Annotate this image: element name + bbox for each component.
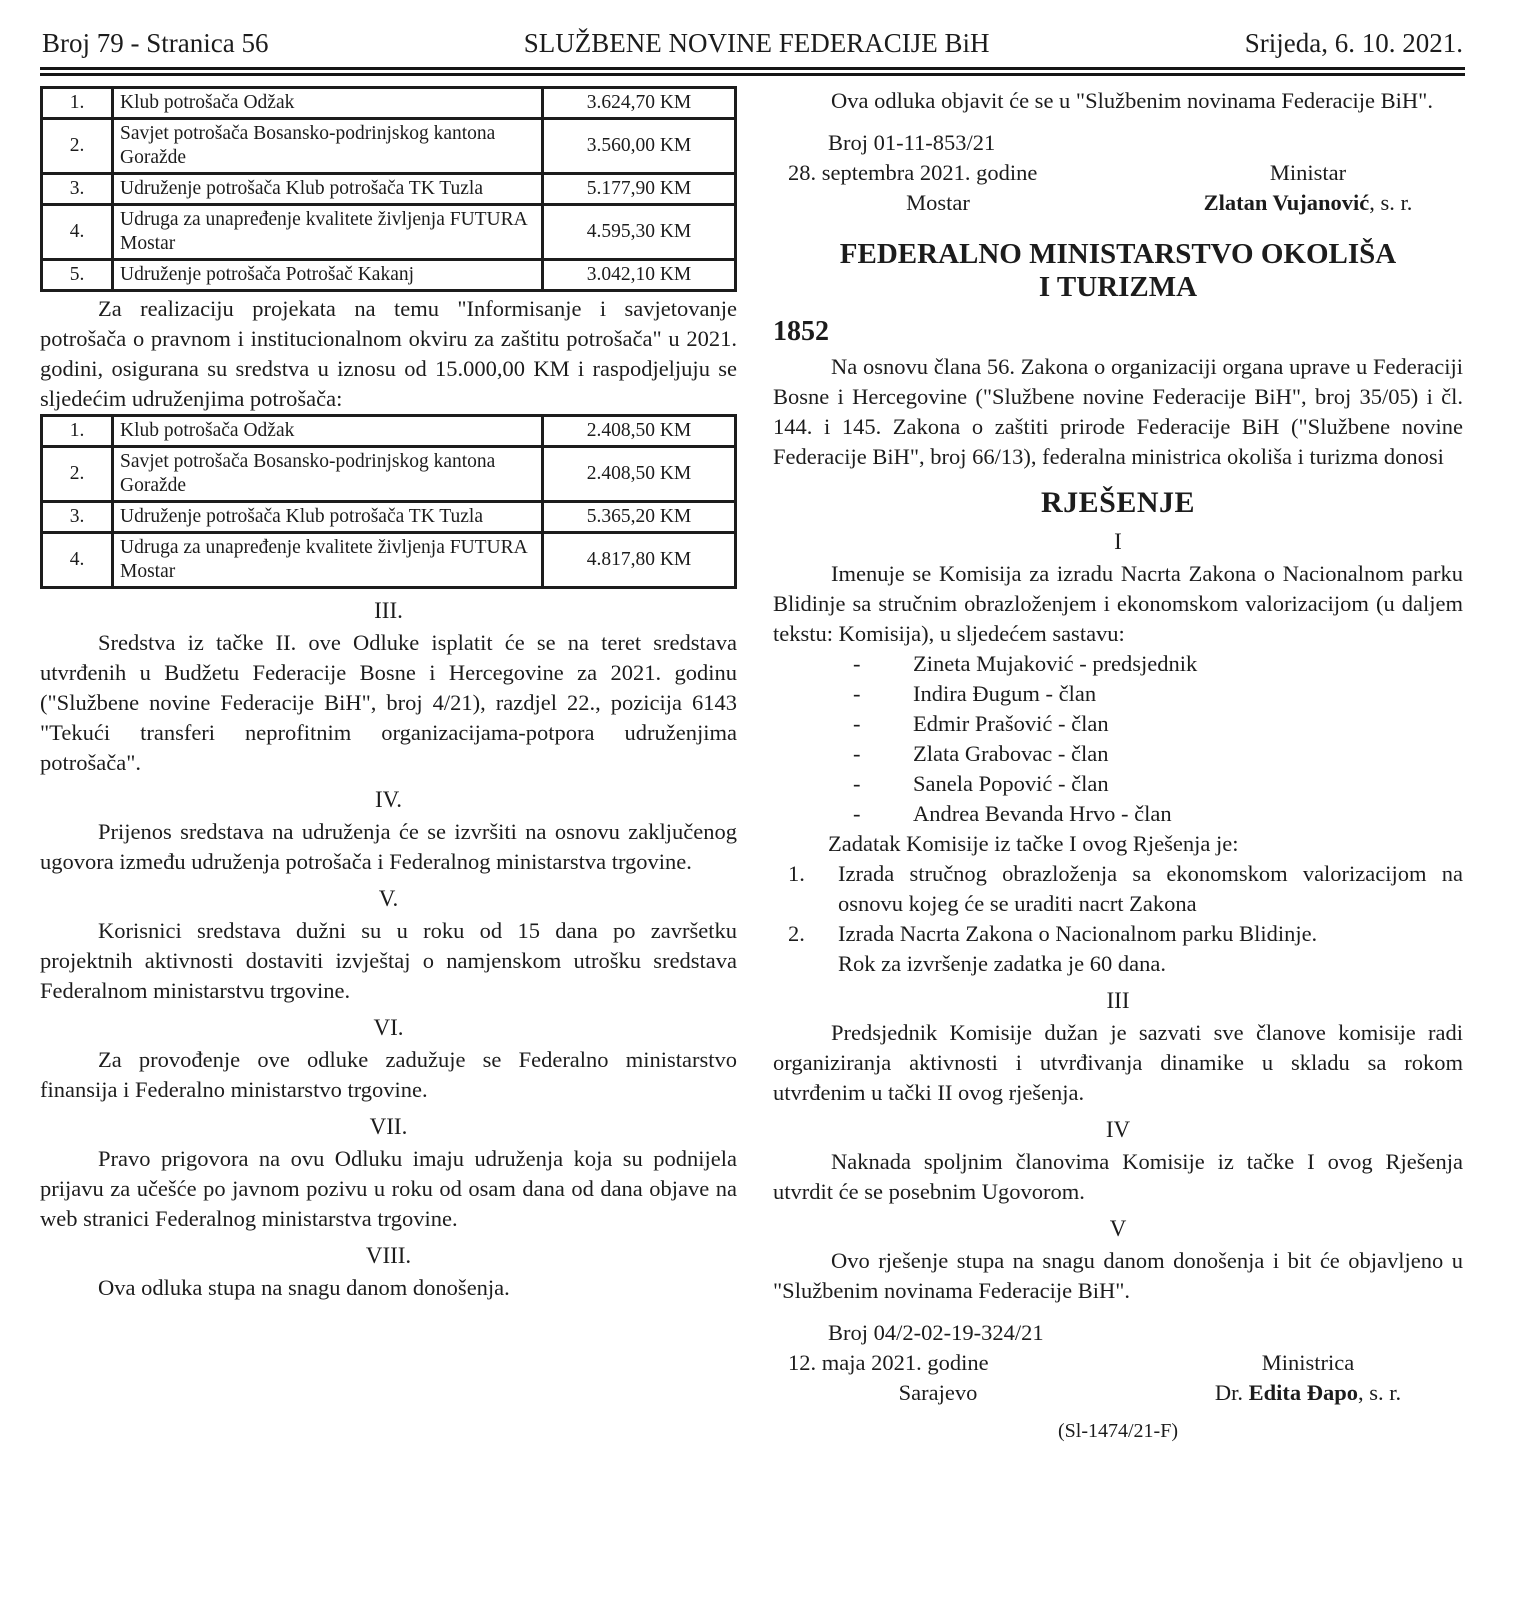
signatory-suffix: , s. r. xyxy=(1369,190,1413,215)
list-item xyxy=(773,739,1463,769)
section-iii-heading: III. xyxy=(374,598,403,623)
section-iv-text-right: Naknada spoljnim članovima Komisije iz tačke I ovog Rješenja utvrdit će se posebnim Ugovorom. xyxy=(773,1149,1463,1204)
section-vii-heading: VII. xyxy=(369,1114,408,1139)
section-viii-text: Ova odluka stupa na snagu danom donošenja. xyxy=(98,1275,510,1300)
section-iv-text: Prijenos sredstava na udruženja će se izvršiti na osnovu zaključenog ugovora između udruženja potrošača i Federalnog ministarstva trgovine. xyxy=(40,819,737,874)
task-item-1 xyxy=(773,859,1463,919)
document-number: Broj 01-11-853/21 xyxy=(828,130,996,155)
section-iii-heading-right: III xyxy=(1106,988,1130,1013)
signatory-suffix: , s. r. xyxy=(1358,1380,1402,1405)
header-divider xyxy=(40,67,1465,76)
document-number: Broj 04/2-02-19-324/21 xyxy=(828,1320,1044,1345)
document-place: Mostar xyxy=(906,190,970,215)
row-number: 2. xyxy=(42,447,113,502)
section-iii-text-right: Predsjednik Komisije dužan je sazvati sve članove komisije radi organiziranja aktivnosti i utvrđivanja dinamike u skladu sa rokom utvrđenim u tački II ovog rješenja. xyxy=(773,1020,1463,1105)
section-v-heading: V. xyxy=(378,886,399,911)
table-row xyxy=(42,533,736,588)
row-number: 1. xyxy=(42,88,113,119)
section-vi-heading: VI. xyxy=(373,1015,404,1040)
row-number: 1. xyxy=(42,416,113,447)
header-date: Srijeda, 6. 10. 2021. xyxy=(1244,28,1463,58)
commission-members-list xyxy=(773,649,1463,829)
allocation-table-1 xyxy=(40,86,737,292)
document-date: 12. maja 2021. godine xyxy=(788,1350,989,1375)
signatory-name-line xyxy=(1153,188,1463,218)
amount: 5.177,90 KM xyxy=(543,174,736,205)
rjesenje-heading: RJEŠENJE xyxy=(1040,486,1196,519)
task-text-main: Izrada Nacrta Zakona o Nacionalnom parku Blidinje. xyxy=(838,921,1318,946)
list-item xyxy=(773,709,1463,739)
member-name: Sanela Popović - član xyxy=(913,771,1109,796)
row-number: 3. xyxy=(42,502,113,533)
table-row xyxy=(42,205,736,260)
task-text xyxy=(838,919,1463,979)
signature-block-2 xyxy=(773,1318,1463,1408)
ministry-heading: FEDERALNO MINISTARSTVO OKOLIŠA I TURIZMA xyxy=(839,238,1397,303)
table-row xyxy=(42,260,736,291)
dash-bullet: - xyxy=(853,651,861,676)
row-number: 4. xyxy=(42,533,113,588)
page-header xyxy=(40,28,1465,67)
amount: 4.817,80 KM xyxy=(543,533,736,588)
member-name: Indira Đugum - član xyxy=(913,681,1097,706)
header-issue-page: Broj 79 - Stranica 56 xyxy=(42,28,269,58)
signatory-name-prefix: Dr. xyxy=(1214,1380,1249,1405)
table-row xyxy=(42,174,736,205)
dash-bullet: - xyxy=(853,801,861,826)
org-name: Klub potrošača Odžak xyxy=(113,416,543,447)
dash-bullet: - xyxy=(853,741,861,766)
org-name: Udruženje potrošača Klub potrošača TK Tuzla xyxy=(113,502,543,533)
org-name: Klub potrošača Odžak xyxy=(113,88,543,119)
org-name: Udruga za unapređenje kvalitete življenja FUTURA Mostar xyxy=(113,533,543,588)
list-item xyxy=(773,769,1463,799)
member-name: Zineta Mujaković - predsjednik xyxy=(913,651,1198,676)
amount: 2.408,50 KM xyxy=(543,447,736,502)
task-number: 1. xyxy=(788,861,805,886)
signatory xyxy=(1103,1318,1463,1408)
org-name: Savjet potrošača Bosansko-podrinjskog kantona Goražde xyxy=(113,119,543,174)
section-v-text-right: Ovo rješenje stupa na snagu danom donošenja i bit će objavljeno u "Službenim novinama Federacije BiH". xyxy=(773,1248,1463,1303)
amount: 3.042,10 KM xyxy=(543,260,736,291)
signatory-name-line xyxy=(1153,1378,1463,1408)
dash-bullet: - xyxy=(853,681,861,706)
task-item-2 xyxy=(773,919,1463,979)
signatory xyxy=(1103,128,1463,218)
amount: 3.560,00 KM xyxy=(543,119,736,174)
allocation-table-2 xyxy=(40,414,737,589)
amount: 2.408,50 KM xyxy=(543,416,736,447)
signature-meta xyxy=(773,1318,1103,1408)
row-number: 3. xyxy=(42,174,113,205)
legal-basis-paragraph: Na osnovu člana 56. Zakona o organizaciji organa uprave u Federaciji Bosne i Hercegovine ("Službene novine Federacije BiH", broj 35/05) i čl. 144. i 145. Zakona o zaštiti prirode Federacije BiH ("Službene novine Federacije BiH", broj 66/13), federalna ministrica okoliša i turizma donosi xyxy=(773,354,1463,469)
header-publication-title: SLUŽBENE NOVINE FEDERACIJE BiH xyxy=(523,28,990,58)
signatory-name: Zlatan Vujanović xyxy=(1203,190,1370,215)
list-item xyxy=(773,679,1463,709)
section-v-heading-right: V xyxy=(1109,1216,1127,1241)
section-iii-text: Sredstva iz tačke II. ove Odluke isplatit će se na teret sredstava utvrđenih u Budžetu Federacije Bosne i Hercegovine za 2021. godinu ("Službene novine Federacije BiH", broj 4/21), razdjel 22., pozicija 6143 "Tekući transferi neprofitnim organizacijama-potpora udruženjima potrošača". xyxy=(40,630,737,775)
task-text: Izrada stručnog obrazloženja sa ekonomskom valorizacijom na osnovu kojeg će se uraditi nacrt Zakona xyxy=(838,861,1463,916)
two-column-layout xyxy=(40,86,1465,1444)
section-viii-heading: VIII. xyxy=(365,1243,412,1268)
list-item xyxy=(773,649,1463,679)
task-deadline: Rok za izvršenje zadatka je 60 dana. xyxy=(838,951,1166,976)
dash-bullet: - xyxy=(853,711,861,736)
document-date: 28. septembra 2021. godine xyxy=(788,160,1038,185)
row-number: 5. xyxy=(42,260,113,291)
allocation-intro-paragraph: Za realizaciju projekata na temu "Informisanje i savjetovanje potrošača o pravnom i institucionalnom okviru za zaštitu potrošača" u 2021. godini, osigurana su sredstva u iznosu od 15.000,00 KM i raspodjeljuju se sljedećim udruženjima potrošača: xyxy=(40,296,737,411)
table-row xyxy=(42,502,736,533)
list-item xyxy=(773,799,1463,829)
table-row xyxy=(42,119,736,174)
article-number: 1852 xyxy=(773,316,829,347)
amount: 4.595,30 KM xyxy=(543,205,736,260)
signatory-title: Ministar xyxy=(1269,160,1347,185)
section-vii-text: Pravo prigovora na ovu Odluku imaju udruženja koja su podnijela prijavu za učešće po javnom pozivu u roku od osam dana od dana objave na web stranici Federalnog ministarstva trgovine. xyxy=(40,1146,737,1231)
member-name: Zlata Grabovac - član xyxy=(913,741,1109,766)
left-column xyxy=(40,86,737,1444)
row-number: 4. xyxy=(42,205,113,260)
signature-block-1 xyxy=(773,128,1463,218)
table-row xyxy=(42,88,736,119)
table-row xyxy=(42,447,736,502)
row-number: 2. xyxy=(42,119,113,174)
table-row xyxy=(42,416,736,447)
section-iv-heading: IV. xyxy=(374,787,403,812)
section-i-text: Imenuje se Komisija za izradu Nacrta Zakona o Nacionalnom parku Blidinje sa stručnim obrazloženjem i ekonomskom valorizacijom (u daljem tekstu: Komisija), u sljedećem sastavu: xyxy=(773,561,1463,646)
gazette-reference: (Sl-1474/21-F) xyxy=(1058,1420,1178,1442)
signatory-name: Edita Đapo xyxy=(1248,1380,1358,1405)
signatory-title: Ministrica xyxy=(1261,1350,1355,1375)
amount: 5.365,20 KM xyxy=(543,502,736,533)
right-column xyxy=(773,86,1463,1444)
section-iv-heading-right: IV xyxy=(1105,1117,1131,1142)
section-vi-text: Za provođenje ove odluke zadužuje se Federalno ministarstvo finansija i Federalno ministarstvo trgovine. xyxy=(40,1047,737,1102)
org-name: Udruga za unapređenje kvalitete življenja FUTURA Mostar xyxy=(113,205,543,260)
member-name: Edmir Prašović - član xyxy=(913,711,1109,736)
publication-clause: Ova odluka objavit će se u "Službenim novinama Federacije BiH". xyxy=(831,88,1433,113)
dash-bullet: - xyxy=(853,771,861,796)
org-name: Udruženje potrošača Potrošač Kakanj xyxy=(113,260,543,291)
org-name: Udruženje potrošača Klub potrošača TK Tuzla xyxy=(113,174,543,205)
section-v-text: Korisnici sredstava dužni su u roku od 15 dana po završetku projektnih aktivnosti dostaviti izvještaj o namjenskom utrošku sredstava Federalnom ministarstvu trgovine. xyxy=(40,918,737,1003)
document-place: Sarajevo xyxy=(898,1380,978,1405)
task-intro-line: Zadatak Komisije iz tačke I ovog Rješenja je: xyxy=(828,831,1239,856)
member-name: Andrea Bevanda Hrvo - član xyxy=(913,801,1172,826)
signature-meta xyxy=(773,128,1103,218)
amount: 3.624,70 KM xyxy=(543,88,736,119)
org-name: Savjet potrošača Bosansko-podrinjskog kantona Goražde xyxy=(113,447,543,502)
task-number: 2. xyxy=(788,921,805,946)
section-i-heading: I xyxy=(1114,529,1122,554)
